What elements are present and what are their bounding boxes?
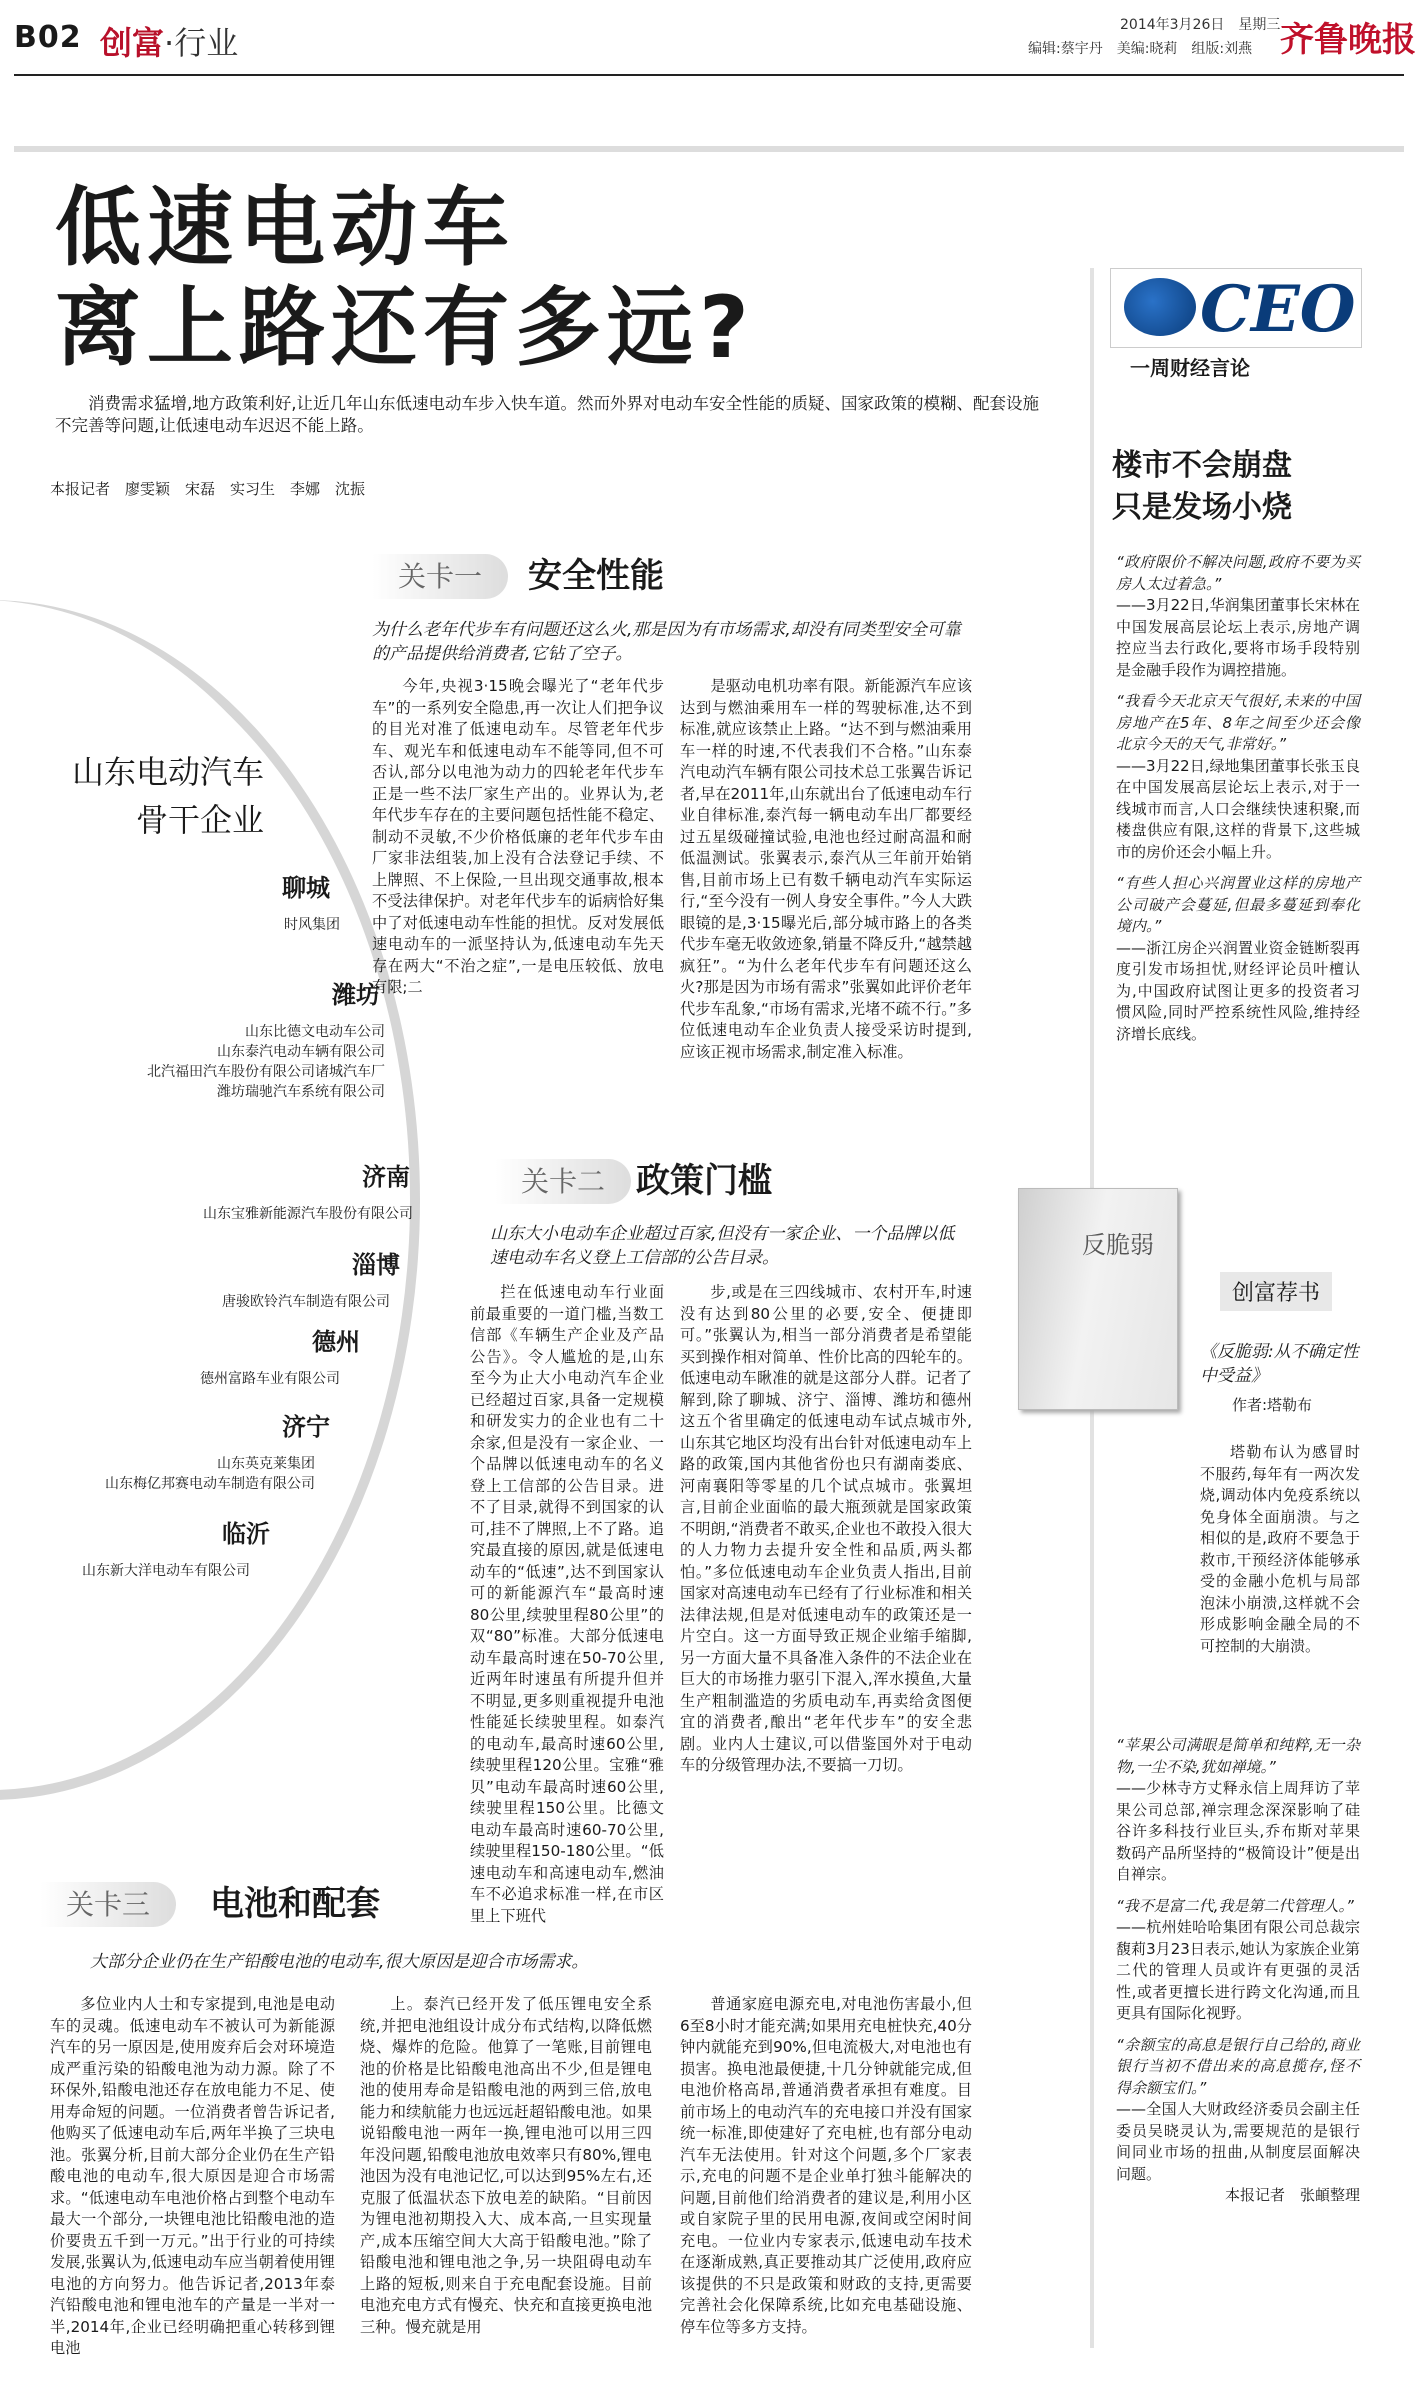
- map-city-dezhou: 德州: [312, 1328, 360, 1356]
- section-3-intro: 大部分企业仍在生产铅酸电池的电动车,很大原因是迎合市场需求。: [90, 1952, 589, 1972]
- section-separator: ·: [164, 24, 175, 62]
- section-2-header: [495, 1160, 631, 1200]
- section-3-title: 电池和配套: [210, 1884, 380, 1924]
- section-3-header: [40, 1883, 176, 1923]
- section-2-column-2: 步,或是在三四线城市、农村开车,时速没有达到80公里的必要,安全、便捷即可。”张翼认为,相当一部分消费者是希望能买到操作相对简单、性价比高的四轮车的。低速电动车瞅准的就是这部分人群。记者了解到,除了聊城、济宁、淄博、潍坊和德州这五个省里确定的低速电动车试点城市外,山东其它地区均没有出台针对低速电动车上路的政策,国内其他省份也只有湖南娄底、河南襄阳等零星的几个试点城市。张翼坦言,目前企业面临的最大瓶颈就是国家政策不明朗,“消费者不敢买,企业也不敢投入很大的人力物力去提升安全性和品质,两头都怕。”多位低速电动车企业负责人指出,目前国家对高速电动车已经有了行业标准和相关法律法规,但是对低速电动车的政策还是一片空白。这一方面导致正规企业缩手缩脚,另一方面大量不具备准入条件的不法企业在巨大的市场推力驱引下混入,浑水摸鱼,大量生产粗制滥造的劣质电动车,再卖给贪图便宜的消费者,酿出“老年代步车”的安全悲剧。业内人士建议,可以借鉴国外对于电动车的分级管理办法,不要搞一刀切。: [680, 1283, 972, 1774]
- globe-icon: [1124, 278, 1196, 336]
- section-tag: 关卡二: [495, 1159, 631, 1204]
- lede-paragraph: 消费需求猛增,地方政策利好,让近几年山东低速电动车步入快车道。然而外界对电动车安全性能的质疑、国家政策的模糊、配套设施不完善等问题,让低速电动车迟迟不能上路。: [55, 394, 1039, 435]
- map-city-jinan: 济南: [362, 1163, 410, 1191]
- map-firm-list: [40, 1204, 413, 1224]
- map-title: [54, 748, 264, 844]
- firm-name: 山东宝雅新能源汽车股份有限公司: [203, 1206, 413, 1222]
- header-band: [14, 146, 1404, 152]
- quote-source: ——全国人大财政经济委员会副主任委员吴晓灵认为,需要规范的是银行间同业市场的扭曲,从制度层面解决问题。: [1116, 2100, 1360, 2183]
- firm-name: 山东泰汽电动车辆有限公司: [217, 1044, 385, 1060]
- section-1-title: 安全性能: [528, 556, 664, 596]
- quote-source: ——浙江房企兴润置业资金链断裂再度引发市场担忧,财经评论员叶檀认为,中国政府试图让更多的投资者习惯风险,同时严控系统性风险,维持经济增长底线。: [1116, 938, 1360, 1043]
- sidebar-headline-line-2: 只是发场小烧: [1112, 490, 1292, 525]
- ceo-logo: CEO: [1200, 272, 1356, 347]
- firm-name: 唐骏欧铃汽车制造有限公司: [222, 1294, 390, 1310]
- map-firm-list: [30, 1561, 250, 1581]
- headline-line-2: 离上路还有多远?: [55, 278, 755, 378]
- editor-credits: 编辑:蔡宇丹 美编:晓莉 组版:刘燕: [1028, 41, 1253, 57]
- firm-name: 山东新大洋电动车有限公司: [82, 1563, 250, 1579]
- book-author: 作者:塔勒布: [1232, 1396, 1313, 1414]
- section-3-column-2: 上。泰汽已经开发了低压锂电安全系统,并把电池组设计成分布式结构,以降低燃烧、爆炸的危险。他算了一笔账,目前锂电池的价格是比铅酸电池高出不少,但是锂电池的使用寿命是铅酸电池的两到三倍,放电能力和续航能力也远远赶超铅酸电池。如果说铅酸电池一两年一换,锂电池可以用三四年没问题,铅酸电池放电效率只有80%,锂电池因为没有电池记忆,可以达到95%左右,还克服了低温状态下放电差的缺陷。“目前因为锂电池初期投入大、成本高,一旦实现量产,成本压缩空间大大高于铅酸电池。”除了铅酸电池和锂电池之争,另一块阻碍电动车上路的短板,则来自于充电配套设施。目前电池充电方式有慢充、快充和直接更换电池三种。慢充就是用: [360, 1995, 652, 2336]
- quote-text: “我看今天北京天气很好,未来的中国房地产在5年、8年之间至少还会像北京今天的天气,非常好。”: [1116, 692, 1360, 753]
- section-1-column-2: 是驱动电机功率有限。新能源汽车应该达到与燃油乘用车一样的驾驶标准,达不到标准,就应该禁止上路。“达不到与燃油乘用车一样的时速,不代表我们不合格。”山东泰汽电动汽车辆有限公司技术总工张翼告诉记者,早在2011年,山东就出台了低速电动车行业自律标准,泰汽每一辆电动车出厂都要经过五星级碰撞试验,电池也经过耐高温和耐低温测试。张翼表示,泰汽从三年前开始销售,目前市场上已有数千辆电动汽车实际运行,“至今没有一例人身安全事件。”今人大跌眼镜的是,3·15曝光后,部分城市路上的各类代步车毫无收敛迹象,销量不降反升,“越禁越疯狂”。“为什么老年代步车有问题还这么火?那是因为市场有需求”张翼如此评价老年代步车乱象,“市场有需求,光堵不疏不行。”多位低速电动车企业负责人接受采访时提到,应该正视市场需求,制定准入标准。: [680, 677, 972, 1061]
- firm-name: 北汽福田汽车股份有限公司诸城汽车厂: [147, 1064, 385, 1080]
- issue-date: 2014年3月26日 星期三: [1120, 17, 1281, 33]
- section-name: 创富: [100, 24, 165, 62]
- page-number: B02: [14, 20, 82, 55]
- firm-name: 潍坊瑞驰汽车系统有限公司: [217, 1084, 385, 1100]
- quote-source: ——3月22日,绿地集团董事长张玉良在中国发展高层论坛上表示,对于一线城市而言,人口会继续快速积聚,而楼盘供应有限,这样的背景下,这些城市的房价还会小幅上升。: [1116, 756, 1360, 861]
- book-cover: [1018, 1188, 1178, 1410]
- section-1-intro: 为什么老年代步车有问题还这么火,那是因为有市场需求,却没有同类型安全可靠的产品提供给消费者,它钻了空子。: [372, 620, 961, 664]
- firm-name: 山东英克莱集团: [217, 1456, 315, 1472]
- quote-source: ——杭州娃哈哈集团有限公司总裁宗馥莉3月23日表示,她认为家族企业第二代的管理人员或许有更强的灵活性,或者更擅长进行跨文化沟通,而且更具有国际化视野。: [1116, 1918, 1360, 2022]
- firm-name: 时风集团: [284, 917, 340, 933]
- firm-name: 山东比德文电动车公司: [245, 1024, 385, 1040]
- headline-line-1: 低速电动车: [55, 178, 515, 278]
- section-tag: 关卡一: [372, 554, 508, 599]
- newspaper-logo: 齐鲁晚报: [1280, 20, 1416, 60]
- section-2-title: 政策门槛: [636, 1161, 772, 1201]
- sidebar-quotes-bottom: [1116, 1735, 1360, 2355]
- quote-text: “苹果公司满眼是简单和纯粹,无一杂物,一尘不染,犹如禅境。”: [1116, 1736, 1360, 1776]
- quote-text: “余额宝的高息是银行自己给的,商业银行当初不借出来的高息揽存,怪不得余额宝们。”: [1116, 2035, 1360, 2097]
- map-firm-list: [40, 1454, 315, 1494]
- firm-name: 山东梅亿邦赛电动车制造有限公司: [105, 1476, 315, 1492]
- book-name: 《反脆弱:从不确定性中受益》: [1200, 1342, 1359, 1386]
- sidebar-headline: [1112, 445, 1292, 529]
- book-review: 塔勒布认为感冒时不服药,每年有一两次发烧,调动体内免疫系统以免身体全面崩溃。与之相似的是,政府不要急于救市,干预经济体能够承受的金融小危机与局部泡沫小崩溃,这样就不会形成影响金融全局的不可控制的大崩溃。: [1200, 1443, 1360, 1655]
- map-firm-list: [40, 1022, 385, 1102]
- quote-text: “政府限价不解决问题,政府不要为买房人太过着急。”: [1116, 553, 1360, 593]
- section-3-column-3: 普通家庭电源充电,对电池伤害最小,但6至8小时才能充满;如果用充电桩快充,40分钟内就能充到90%,但电流极大,对电池也有损害。换电池最便捷,十几分钟就能完成,但电池价格高昂,普通消费者承担有难度。目前市场上的电动汽车的充电接口并没有国家统一标准,即使建好了充电桩,也有部分电动汽车无法使用。针对这个问题,多个厂家表示,充电的问题不是企业单打独斗能解决的问题,目前他们给消费者的建议是,利用小区或自家院子里的民用电源,夜间或空闲时间充电。一位业内专家表示,低速电动车技术在逐渐成熟,真正要推动其广泛使用,政府应该提供的不只是政策和财政的支持,更需要完善社会化保障系统,比如充电基础设施、停车位等多方支持。: [680, 1995, 972, 2336]
- map-firm-list: [40, 1292, 390, 1312]
- section-1-header: [372, 555, 508, 595]
- byline: 本报记者 廖雯颖 宋磊 实习生 李娜 沈振: [50, 480, 366, 498]
- map-city-weifang: 潍坊: [332, 981, 380, 1009]
- map-city-zibo: 淄博: [352, 1251, 400, 1279]
- quote-source: ——3月22日,华润集团董事长宋林在中国发展高层论坛上表示,房地产调控应当去行政化,要将市场手段特别是金融手段作为调控措施。: [1116, 596, 1360, 679]
- quote-text: “我不是富二代,我是第二代管理人。”: [1116, 1896, 1354, 1915]
- compiler-credit: 本报记者 张頔整理: [1224, 2186, 1360, 2204]
- map-city-jining: 济宁: [282, 1413, 330, 1441]
- section-2-intro: 山东大小电动车企业超过百家,但没有一家企业、一个品牌以低速电动车名义登上工信部的公告目录。: [490, 1224, 955, 1268]
- map-city-linyi: 临沂: [222, 1520, 270, 1548]
- header-rule: [14, 74, 1404, 76]
- sidebar-quotes-top: [1116, 552, 1360, 1172]
- map-firm-list: [40, 1369, 340, 1389]
- firm-name: 德州富路车业有限公司: [200, 1371, 340, 1387]
- section-3-column-1: 多位业内人士和专家提到,电池是电动车的灵魂。低速电动车不被认可为新能源汽车的另一原因是,使用废弃后会对环境造成严重污染的铅酸电池为动力源。除了不环保外,铅酸电池还存在放电能力不足、使用寿命短的问题。一位消费者曾告诉记者,他购买了低速电动车后,两年半换了三块电池。张翼分析,目前大部分企业仍在生产铅酸电池的电动车,很大原因是迎合市场需求。“低速电动车电池价格占到整个电动车最大一个部分,一块锂电池比铅酸电池的造价要贵五千到一万元。”出于行业的可持续发展,张翼认为,低速电动车应当朝着使用锂电池的方向努力。他告诉记者,2013年泰汽铅酸电池和锂电池车的产量是一半对一半,2014年,企业已经明确把重心转移到锂电池: [50, 1995, 335, 2357]
- quote-text: “有些人担心兴润置业这样的房地产公司破产会蔓延,但最多蔓延到奉化境内。”: [1116, 874, 1360, 935]
- section-1-column-1: 今年,央视3·15晚会曝光了“老年代步车”的一系列安全隐患,再一次让人们把争议的目光对准了低速电动车。尽管老年代步车、观光车和低速电动车不能等同,但不可否认,部分以电池为动力的四轮老年代步车正是一些不法厂家生产出的。业界认为,老年代步车存在的主要问题包括性能不稳定、制动不灵敏,不少价格低廉的老年代步车由厂家非法组装,加上没有合法登记手续、不上牌照、不上保险,一旦出现交通事故,根本不受法律保护。对老年代步车的诟病恰好集中了对低速电动车性能的担忧。反对发展低速电动车的一派坚持认为,低速电动车先天存在两大“不治之症”,一是电压较低、放电有限;二: [372, 677, 664, 996]
- map-title-line-2: 骨干企业: [135, 801, 264, 839]
- subsection-name: 行业: [174, 24, 239, 62]
- sidebar-headline-line-1: 楼市不会崩盘: [1112, 448, 1292, 483]
- map-firm-list: [40, 915, 340, 935]
- section-2-column-1: 拦在低速电动车行业面前最重要的一道门槛,当数工信部《车辆生产企业及产品公告》。令人尴尬的是,山东至今为止大小电动汽车企业已经超过百家,具备一定规模和研发实力的企业也有二十余家,但是没有一家企业、一个品牌以低速电动车的名义登上工信部的公告目录。进不了目录,就得不到国家的认可,挂不了牌照,上不了路。追究最直接的原因,就是低速电动车的“低速”,达不到国家认可的新能源汽车“最高时速80公里,续驶里程80公里”的双“80”标准。大部分低速电动车最高时速在50-70公里,近两年时速虽有所提升但并不明显,更多则重视提升电池性能延长续驶里程。如泰汽的电动车,最高时速60公里,续驶里程120公里。宝雅“雅贝”电动车最高时速60公里,续驶里程150公里。比德文电动车最高时速60-70公里,续驶里程150-180公里。“低速电动车和高速电动车,燃油车不必追求标准一样,在市区里上下班代: [470, 1283, 664, 1925]
- book-cover-title: 反脆弱: [1082, 1231, 1154, 1259]
- ceo-subtitle: 一周财经言论: [1130, 356, 1250, 380]
- book-panel-label: 创富荐书: [1220, 1272, 1332, 1311]
- headline: [55, 178, 755, 378]
- map-city-liaocheng: 聊城: [282, 874, 330, 902]
- section-label: [100, 18, 238, 64]
- quote-source: ——少林寺方丈释永信上周拜访了苹果公司总部,禅宗理念深深影响了硅谷许多科技行业巨头,乔布斯对苹果数码产品所坚持的“极简设计”便是出自禅宗。: [1116, 1779, 1360, 1883]
- map-title-line-1: 山东电动汽车: [71, 753, 264, 791]
- section-tag: 关卡三: [40, 1882, 176, 1927]
